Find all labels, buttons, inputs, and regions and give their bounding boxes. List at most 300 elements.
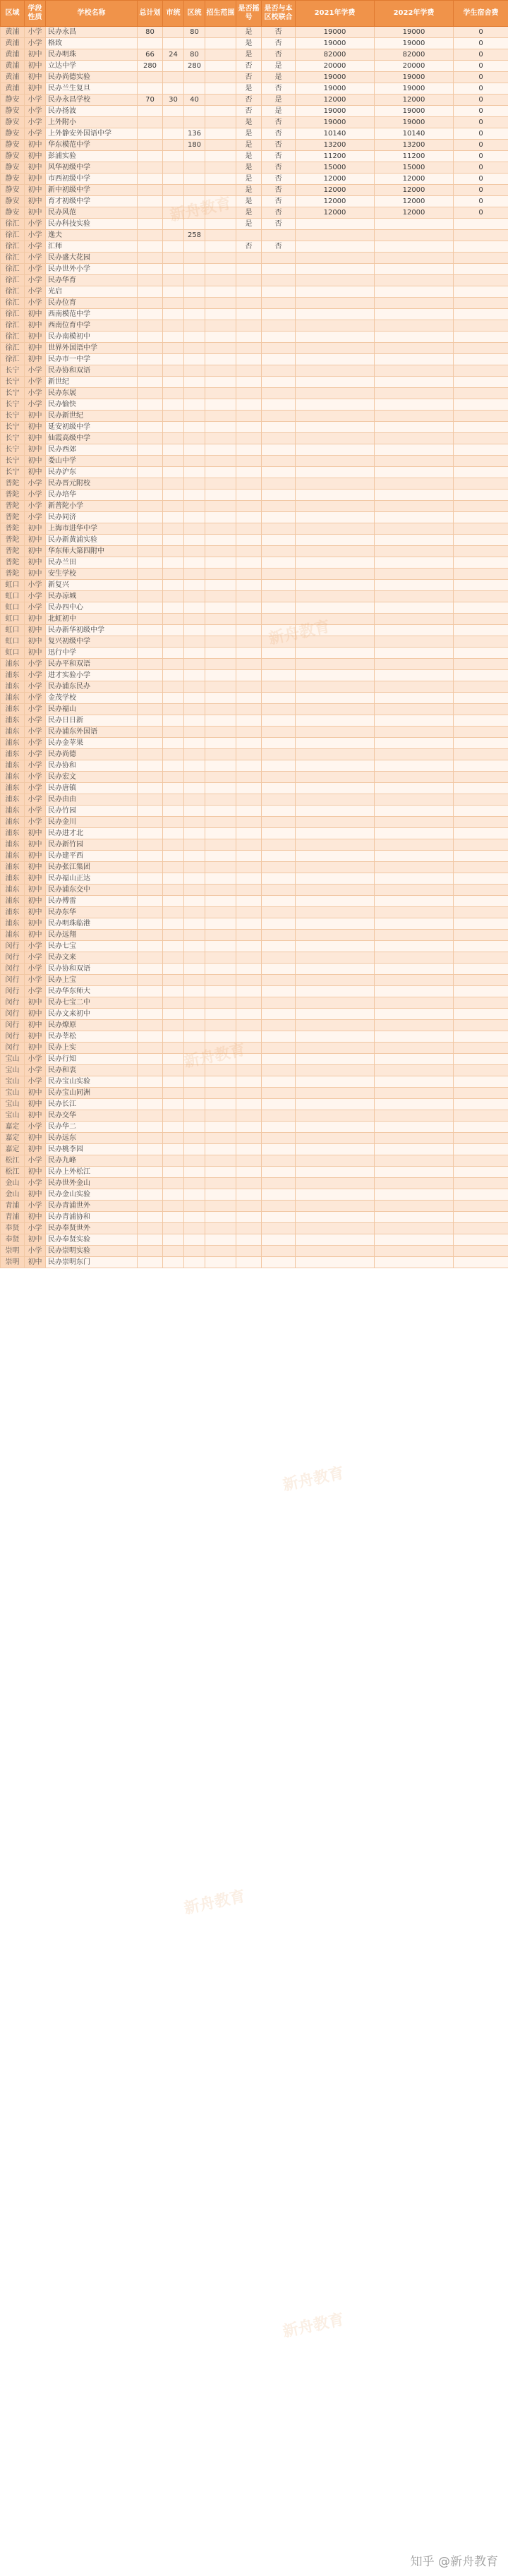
cell-scope bbox=[205, 681, 236, 693]
cell-scope bbox=[205, 851, 236, 862]
cell-fee-2022 bbox=[375, 817, 454, 828]
cell-school-name: 汇师 bbox=[46, 241, 138, 253]
table-row bbox=[1, 151, 508, 162]
cell-school-name: 民办同济 bbox=[46, 512, 138, 523]
cell-lottery bbox=[236, 1031, 262, 1043]
cell-total-plan bbox=[138, 332, 163, 343]
cell-city-quota bbox=[163, 772, 184, 783]
cell-scope bbox=[205, 546, 236, 557]
cell-scope bbox=[205, 614, 236, 625]
cell-city-quota bbox=[163, 693, 184, 704]
cell-scope bbox=[205, 907, 236, 918]
cell-district-quota bbox=[184, 1009, 205, 1020]
cell-dorm-fee: 0 bbox=[454, 185, 508, 196]
cell-fee-2022 bbox=[375, 456, 454, 467]
cell-scope bbox=[205, 862, 236, 873]
cell-level: 初中 bbox=[25, 1167, 46, 1178]
table-row bbox=[1, 128, 508, 140]
cell-fee-2022 bbox=[375, 1155, 454, 1167]
cell-district-quota bbox=[184, 918, 205, 930]
cell-scope bbox=[205, 1043, 236, 1054]
cell-fee-2022 bbox=[375, 1088, 454, 1099]
cell-lottery: 是 bbox=[236, 174, 262, 185]
cell-area: 浦东 bbox=[1, 817, 25, 828]
cell-school-name: 民办上外松江 bbox=[46, 1167, 138, 1178]
cell-lottery bbox=[236, 986, 262, 997]
cell-area: 浦东 bbox=[1, 862, 25, 873]
cell-joint bbox=[262, 569, 296, 580]
cell-dorm-fee bbox=[454, 851, 508, 862]
cell-district-quota bbox=[184, 1043, 205, 1054]
cell-lottery bbox=[236, 1099, 262, 1110]
cell-total-plan bbox=[138, 411, 163, 422]
cell-city-quota bbox=[163, 433, 184, 444]
cell-fee-2021: 19000 bbox=[296, 106, 375, 117]
cell-lottery bbox=[236, 1155, 262, 1167]
cell-level: 初中 bbox=[25, 444, 46, 456]
cell-total-plan bbox=[138, 591, 163, 602]
table-row bbox=[1, 907, 508, 918]
cell-fee-2022 bbox=[375, 738, 454, 749]
cell-district-quota bbox=[184, 964, 205, 975]
cell-level: 初中 bbox=[25, 1234, 46, 1246]
cell-city-quota bbox=[163, 681, 184, 693]
cell-level: 小学 bbox=[25, 693, 46, 704]
cell-school-name: 逸夫 bbox=[46, 230, 138, 241]
cell-level: 小学 bbox=[25, 772, 46, 783]
cell-level: 小学 bbox=[25, 264, 46, 275]
cell-district-quota bbox=[184, 490, 205, 501]
cell-city-quota bbox=[163, 1257, 184, 1268]
cell-fee-2021 bbox=[296, 1223, 375, 1234]
cell-city-quota bbox=[163, 997, 184, 1009]
header-level: 学段性质 bbox=[25, 1, 46, 27]
cell-fee-2022 bbox=[375, 1189, 454, 1201]
cell-area: 静安 bbox=[1, 140, 25, 151]
cell-dorm-fee bbox=[454, 365, 508, 377]
cell-city-quota bbox=[163, 986, 184, 997]
cell-school-name: 上外静安外国语中学 bbox=[46, 128, 138, 140]
cell-city-quota: 30 bbox=[163, 95, 184, 106]
cell-district-quota bbox=[184, 986, 205, 997]
cell-dorm-fee bbox=[454, 546, 508, 557]
cell-city-quota bbox=[163, 1178, 184, 1189]
cell-dorm-fee bbox=[454, 862, 508, 873]
table-row bbox=[1, 1122, 508, 1133]
cell-joint bbox=[262, 512, 296, 523]
cell-area: 普陀 bbox=[1, 546, 25, 557]
cell-city-quota bbox=[163, 1020, 184, 1031]
cell-city-quota bbox=[163, 636, 184, 648]
cell-scope bbox=[205, 61, 236, 72]
cell-joint: 否 bbox=[262, 162, 296, 174]
cell-district-quota bbox=[184, 1133, 205, 1144]
cell-scope bbox=[205, 343, 236, 354]
cell-scope bbox=[205, 512, 236, 523]
table-row bbox=[1, 1088, 508, 1099]
cell-area: 徐汇 bbox=[1, 253, 25, 264]
cell-joint: 是 bbox=[262, 72, 296, 83]
cell-district-quota bbox=[184, 738, 205, 749]
cell-fee-2021 bbox=[296, 941, 375, 952]
cell-dorm-fee: 0 bbox=[454, 174, 508, 185]
cell-dorm-fee bbox=[454, 1020, 508, 1031]
cell-school-name: 民办沪东 bbox=[46, 467, 138, 478]
cell-district-quota bbox=[184, 1234, 205, 1246]
table-row bbox=[1, 433, 508, 444]
table-row bbox=[1, 794, 508, 806]
cell-joint bbox=[262, 1167, 296, 1178]
cell-lottery bbox=[236, 320, 262, 332]
table-row bbox=[1, 83, 508, 95]
cell-school-name: 民办日日新 bbox=[46, 715, 138, 727]
cell-fee-2022 bbox=[375, 1054, 454, 1065]
cell-level: 小学 bbox=[25, 241, 46, 253]
cell-district-quota bbox=[184, 1246, 205, 1257]
cell-joint bbox=[262, 501, 296, 512]
cell-fee-2022 bbox=[375, 523, 454, 535]
cell-total-plan bbox=[138, 1144, 163, 1155]
cell-joint bbox=[262, 1009, 296, 1020]
cell-total-plan bbox=[138, 986, 163, 997]
cell-total-plan bbox=[138, 433, 163, 444]
cell-school-name: 民办宝山实验 bbox=[46, 1076, 138, 1088]
watermark: 新舟教育 bbox=[182, 1888, 248, 1918]
cell-fee-2021 bbox=[296, 365, 375, 377]
cell-school-name: 民办青浦世外 bbox=[46, 1201, 138, 1212]
cell-district-quota bbox=[184, 38, 205, 49]
cell-total-plan bbox=[138, 219, 163, 230]
cell-scope bbox=[205, 749, 236, 760]
cell-dorm-fee bbox=[454, 681, 508, 693]
cell-school-name: 民办崇明实验 bbox=[46, 1246, 138, 1257]
cell-level: 初中 bbox=[25, 839, 46, 851]
cell-school-name: 彭浦实验 bbox=[46, 151, 138, 162]
cell-area: 虹口 bbox=[1, 648, 25, 659]
cell-total-plan bbox=[138, 670, 163, 681]
table-row bbox=[1, 253, 508, 264]
cell-dorm-fee bbox=[454, 264, 508, 275]
cell-scope bbox=[205, 636, 236, 648]
table-row bbox=[1, 1065, 508, 1076]
cell-city-quota bbox=[163, 1246, 184, 1257]
cell-school-name: 民办新华初级中学 bbox=[46, 625, 138, 636]
cell-level: 初中 bbox=[25, 1257, 46, 1268]
cell-dorm-fee bbox=[454, 1234, 508, 1246]
cell-level: 初中 bbox=[25, 162, 46, 174]
cell-dorm-fee bbox=[454, 591, 508, 602]
cell-joint bbox=[262, 851, 296, 862]
cell-lottery: 是 bbox=[236, 162, 262, 174]
cell-level: 初中 bbox=[25, 411, 46, 422]
cell-city-quota bbox=[163, 219, 184, 230]
table-row bbox=[1, 1043, 508, 1054]
table-row bbox=[1, 264, 508, 275]
cell-level: 初中 bbox=[25, 433, 46, 444]
cell-level: 初中 bbox=[25, 885, 46, 896]
cell-city-quota bbox=[163, 106, 184, 117]
cell-fee-2022: 19000 bbox=[375, 106, 454, 117]
cell-scope bbox=[205, 27, 236, 38]
cell-total-plan bbox=[138, 907, 163, 918]
cell-area: 浦东 bbox=[1, 828, 25, 839]
cell-joint bbox=[262, 862, 296, 873]
cell-joint bbox=[262, 388, 296, 399]
cell-area: 浦东 bbox=[1, 738, 25, 749]
cell-district-quota bbox=[184, 1212, 205, 1223]
cell-total-plan bbox=[138, 749, 163, 760]
cell-level: 小学 bbox=[25, 1201, 46, 1212]
cell-city-quota bbox=[163, 1212, 184, 1223]
cell-total-plan bbox=[138, 1133, 163, 1144]
cell-area: 徐汇 bbox=[1, 264, 25, 275]
cell-level: 初中 bbox=[25, 185, 46, 196]
cell-district-quota bbox=[184, 851, 205, 862]
cell-lottery bbox=[236, 659, 262, 670]
cell-district-quota bbox=[184, 106, 205, 117]
cell-joint: 否 bbox=[262, 38, 296, 49]
cell-joint bbox=[262, 772, 296, 783]
cell-fee-2021 bbox=[296, 343, 375, 354]
cell-fee-2022 bbox=[375, 1223, 454, 1234]
cell-city-quota bbox=[163, 907, 184, 918]
cell-area: 静安 bbox=[1, 128, 25, 140]
cell-level: 小学 bbox=[25, 275, 46, 286]
cell-fee-2021 bbox=[296, 738, 375, 749]
cell-area: 徐汇 bbox=[1, 354, 25, 365]
cell-city-quota bbox=[163, 625, 184, 636]
cell-scope bbox=[205, 365, 236, 377]
cell-fee-2022 bbox=[375, 433, 454, 444]
cell-school-name: 民办东展 bbox=[46, 388, 138, 399]
cell-scope bbox=[205, 444, 236, 456]
cell-school-name: 民办兰生复旦 bbox=[46, 83, 138, 95]
cell-school-name: 民办张江集团 bbox=[46, 862, 138, 873]
cell-scope bbox=[205, 1020, 236, 1031]
cell-dorm-fee bbox=[454, 648, 508, 659]
cell-dorm-fee bbox=[454, 1167, 508, 1178]
cell-level: 小学 bbox=[25, 806, 46, 817]
cell-city-quota bbox=[163, 456, 184, 467]
cell-school-name: 民办金苹果 bbox=[46, 738, 138, 749]
cell-fee-2022 bbox=[375, 512, 454, 523]
cell-total-plan bbox=[138, 614, 163, 625]
cell-city-quota bbox=[163, 286, 184, 298]
cell-scope bbox=[205, 467, 236, 478]
cell-dorm-fee bbox=[454, 388, 508, 399]
cell-school-name: 民办华育 bbox=[46, 275, 138, 286]
cell-joint bbox=[262, 873, 296, 885]
table-row bbox=[1, 27, 508, 38]
cell-city-quota bbox=[163, 253, 184, 264]
cell-school-name: 民办七宝二中 bbox=[46, 997, 138, 1009]
cell-school-name: 民办位育 bbox=[46, 298, 138, 309]
header-school-name: 学校名称 bbox=[46, 1, 138, 27]
cell-school-name: 进才实验小学 bbox=[46, 670, 138, 681]
cell-fee-2021 bbox=[296, 298, 375, 309]
cell-city-quota bbox=[163, 1122, 184, 1133]
cell-total-plan bbox=[138, 1099, 163, 1110]
cell-fee-2022 bbox=[375, 298, 454, 309]
cell-school-name: 民办新黄浦实验 bbox=[46, 535, 138, 546]
cell-lottery: 是 bbox=[236, 185, 262, 196]
cell-fee-2021 bbox=[296, 783, 375, 794]
cell-level: 初中 bbox=[25, 569, 46, 580]
cell-district-quota bbox=[184, 670, 205, 681]
cell-lottery bbox=[236, 399, 262, 411]
cell-scope bbox=[205, 140, 236, 151]
cell-scope bbox=[205, 738, 236, 749]
cell-fee-2022: 19000 bbox=[375, 117, 454, 128]
cell-scope bbox=[205, 332, 236, 343]
cell-joint bbox=[262, 794, 296, 806]
cell-fee-2022 bbox=[375, 320, 454, 332]
cell-scope bbox=[205, 298, 236, 309]
cell-joint bbox=[262, 1246, 296, 1257]
cell-level: 小学 bbox=[25, 219, 46, 230]
cell-fee-2021: 11200 bbox=[296, 151, 375, 162]
cell-fee-2022 bbox=[375, 444, 454, 456]
cell-joint bbox=[262, 1088, 296, 1099]
cell-city-quota bbox=[163, 140, 184, 151]
cell-level: 初中 bbox=[25, 467, 46, 478]
cell-scope bbox=[205, 670, 236, 681]
cell-fee-2022 bbox=[375, 219, 454, 230]
cell-level: 小学 bbox=[25, 580, 46, 591]
cell-city-quota bbox=[163, 1043, 184, 1054]
cell-fee-2021 bbox=[296, 411, 375, 422]
cell-scope bbox=[205, 772, 236, 783]
cell-fee-2022 bbox=[375, 241, 454, 253]
cell-dorm-fee bbox=[454, 693, 508, 704]
cell-scope bbox=[205, 275, 236, 286]
cell-joint bbox=[262, 298, 296, 309]
cell-fee-2021 bbox=[296, 602, 375, 614]
cell-fee-2021: 19000 bbox=[296, 38, 375, 49]
cell-total-plan bbox=[138, 918, 163, 930]
cell-fee-2022 bbox=[375, 964, 454, 975]
cell-district-quota bbox=[184, 760, 205, 772]
cell-area: 虹口 bbox=[1, 591, 25, 602]
cell-district-quota: 136 bbox=[184, 128, 205, 140]
cell-area: 徐汇 bbox=[1, 309, 25, 320]
cell-joint bbox=[262, 636, 296, 648]
cell-lottery bbox=[236, 309, 262, 320]
cell-lottery bbox=[236, 456, 262, 467]
cell-fee-2022 bbox=[375, 873, 454, 885]
cell-level: 初中 bbox=[25, 862, 46, 873]
cell-total-plan bbox=[138, 851, 163, 862]
cell-school-name: 光启 bbox=[46, 286, 138, 298]
cell-school-name: 北虹初中 bbox=[46, 614, 138, 625]
cell-level: 初中 bbox=[25, 151, 46, 162]
cell-level: 小学 bbox=[25, 230, 46, 241]
cell-total-plan bbox=[138, 1223, 163, 1234]
cell-city-quota bbox=[163, 715, 184, 727]
cell-level: 小学 bbox=[25, 591, 46, 602]
cell-fee-2022 bbox=[375, 286, 454, 298]
cell-city-quota bbox=[163, 185, 184, 196]
cell-joint bbox=[262, 422, 296, 433]
cell-lottery bbox=[236, 1122, 262, 1133]
cell-dorm-fee bbox=[454, 1144, 508, 1155]
cell-lottery bbox=[236, 354, 262, 365]
cell-scope bbox=[205, 354, 236, 365]
table-row bbox=[1, 862, 508, 873]
cell-lottery bbox=[236, 1189, 262, 1201]
table-row bbox=[1, 557, 508, 569]
cell-lottery bbox=[236, 512, 262, 523]
cell-area: 金山 bbox=[1, 1189, 25, 1201]
cell-joint: 否 bbox=[262, 219, 296, 230]
cell-total-plan bbox=[138, 523, 163, 535]
cell-dorm-fee bbox=[454, 817, 508, 828]
cell-fee-2021: 19000 bbox=[296, 83, 375, 95]
cell-dorm-fee bbox=[454, 433, 508, 444]
cell-fee-2021 bbox=[296, 1099, 375, 1110]
cell-district-quota bbox=[184, 399, 205, 411]
cell-district-quota bbox=[184, 941, 205, 952]
cell-dorm-fee bbox=[454, 309, 508, 320]
cell-dorm-fee bbox=[454, 1076, 508, 1088]
cell-total-plan bbox=[138, 569, 163, 580]
cell-city-quota bbox=[163, 591, 184, 602]
cell-joint bbox=[262, 591, 296, 602]
cell-city-quota bbox=[163, 941, 184, 952]
cell-fee-2021 bbox=[296, 444, 375, 456]
cell-city-quota bbox=[163, 1031, 184, 1043]
cell-joint: 否 bbox=[262, 196, 296, 207]
cell-school-name: 西南模范中学 bbox=[46, 309, 138, 320]
cell-total-plan bbox=[138, 783, 163, 794]
cell-scope bbox=[205, 83, 236, 95]
cell-joint bbox=[262, 952, 296, 964]
cell-district-quota bbox=[184, 975, 205, 986]
cell-fee-2021 bbox=[296, 490, 375, 501]
watermark: 新舟教育 bbox=[281, 2311, 346, 2341]
cell-dorm-fee bbox=[454, 377, 508, 388]
cell-fee-2021 bbox=[296, 591, 375, 602]
cell-district-quota bbox=[184, 444, 205, 456]
cell-city-quota bbox=[163, 174, 184, 185]
cell-total-plan bbox=[138, 117, 163, 128]
cell-district-quota bbox=[184, 1088, 205, 1099]
cell-district-quota bbox=[184, 772, 205, 783]
table-row bbox=[1, 704, 508, 715]
cell-area: 浦东 bbox=[1, 907, 25, 918]
cell-school-name: 华东师大第四附中 bbox=[46, 546, 138, 557]
cell-school-name: 民办文来 bbox=[46, 952, 138, 964]
cell-fee-2022 bbox=[375, 1065, 454, 1076]
table-row bbox=[1, 873, 508, 885]
cell-total-plan bbox=[138, 794, 163, 806]
table-row bbox=[1, 490, 508, 501]
cell-city-quota bbox=[163, 1054, 184, 1065]
cell-scope bbox=[205, 783, 236, 794]
cell-dorm-fee bbox=[454, 354, 508, 365]
cell-fee-2022: 19000 bbox=[375, 38, 454, 49]
cell-scope bbox=[205, 817, 236, 828]
cell-city-quota bbox=[163, 38, 184, 49]
cell-fee-2022 bbox=[375, 354, 454, 365]
cell-city-quota bbox=[163, 896, 184, 907]
cell-fee-2022: 12000 bbox=[375, 174, 454, 185]
cell-school-name: 民办燎原 bbox=[46, 1020, 138, 1031]
cell-fee-2022 bbox=[375, 1167, 454, 1178]
cell-city-quota bbox=[163, 783, 184, 794]
table-row bbox=[1, 727, 508, 738]
cell-fee-2021 bbox=[296, 275, 375, 286]
